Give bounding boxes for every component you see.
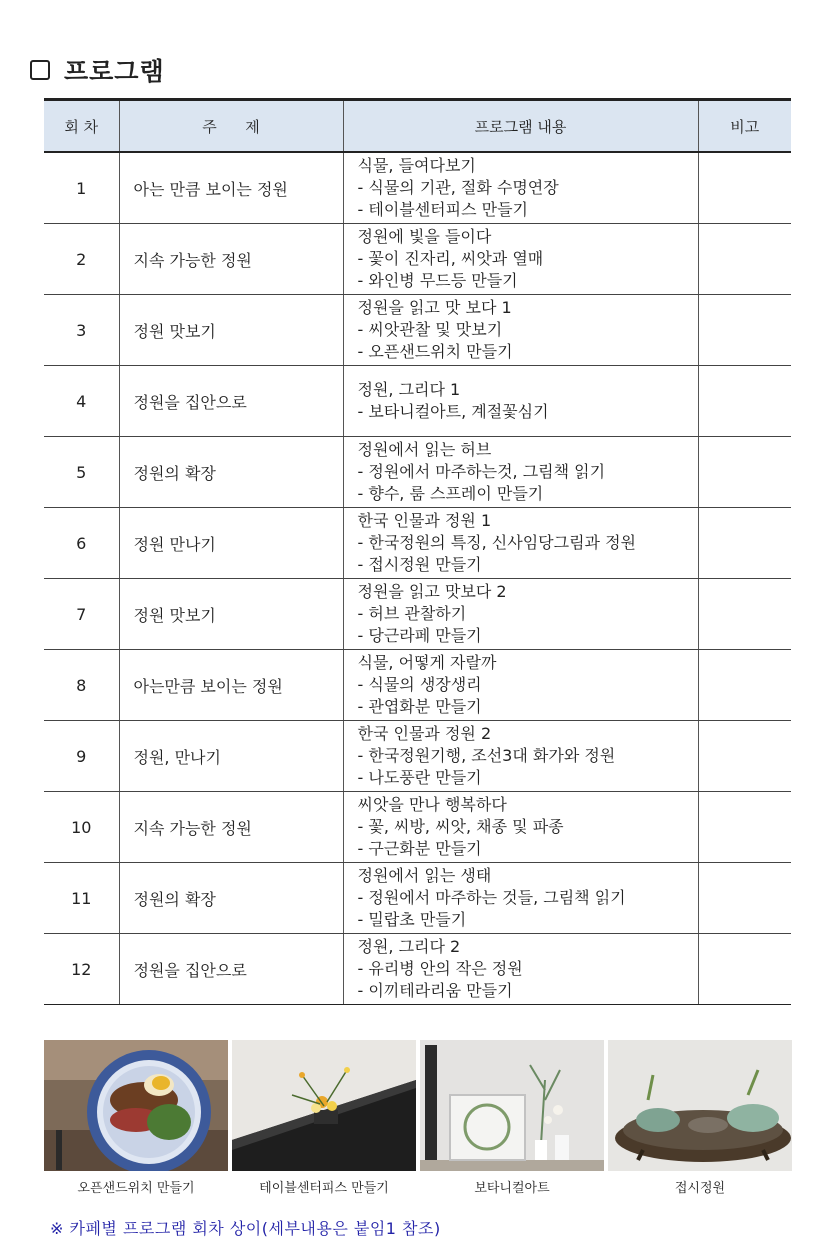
table-row	[44, 721, 791, 792]
photo-caption-4: 접시정원	[674, 1181, 726, 1196]
session-remarks	[698, 934, 791, 1005]
content-line: 정원을 읽고 맛보다 2	[357, 582, 507, 601]
session-remarks	[698, 650, 791, 721]
content-line: - 와인병 무드등 만들기	[357, 271, 518, 290]
session-content	[343, 152, 698, 224]
open-sandwich-photo	[44, 1040, 228, 1171]
session-number: 4	[44, 366, 119, 437]
session-number: 10	[44, 792, 119, 863]
session-number: 12	[44, 934, 119, 1005]
content-line: - 한국정원의 특징, 신사임당그림과 정원	[357, 533, 636, 552]
table-row	[44, 366, 791, 437]
content-line: - 관엽화분 만들기	[357, 697, 482, 716]
session-content	[343, 934, 698, 1005]
session-topic: 정원을 집안으로	[119, 366, 343, 437]
session-topic: 아는 만큼 보이는 정원	[119, 152, 343, 224]
photo-caption-1: 오픈샌드위치 만들기	[77, 1181, 195, 1196]
session-number: 6	[44, 508, 119, 579]
content-line: 정원에서 읽는 허브	[357, 440, 492, 459]
session-remarks	[698, 224, 791, 295]
content-line: - 향수, 룸 스프레이 만들기	[357, 484, 544, 503]
session-remarks	[698, 792, 791, 863]
table-row	[44, 650, 791, 721]
content-line: 정원, 그리다 2	[357, 937, 461, 956]
session-number: 11	[44, 863, 119, 934]
content-line: - 꽃이 진자리, 씨앗과 열매	[357, 249, 544, 268]
content-line: - 나도풍란 만들기	[357, 768, 482, 787]
content-line: 식물, 어떻게 자랄까	[357, 653, 497, 672]
session-topic: 정원을 집안으로	[119, 934, 343, 1005]
header-topic: 주 제	[119, 100, 343, 153]
table-row	[44, 152, 791, 224]
session-remarks	[698, 295, 791, 366]
content-line: - 정원에서 마주하는것, 그림책 읽기	[357, 462, 606, 481]
table-row	[44, 224, 791, 295]
session-content	[343, 437, 698, 508]
table-row	[44, 437, 791, 508]
content-line: 식물, 들여다보기	[357, 156, 476, 175]
table-header-row	[44, 100, 791, 153]
photo-caption-3: 보타니컬아트	[474, 1181, 550, 1196]
session-topic: 아는만큼 보이는 정원	[119, 650, 343, 721]
table-row	[44, 934, 791, 1005]
content-line: 한국 인물과 정원 1	[357, 511, 492, 530]
header-session: 회 차	[44, 100, 119, 153]
content-line: 한국 인물과 정원 2	[357, 724, 492, 743]
session-content	[343, 863, 698, 934]
content-line: 정원에 빛을 들이다	[357, 227, 492, 246]
content-line: - 이끼테라리움 만들기	[357, 981, 513, 1000]
table-row	[44, 792, 791, 863]
session-topic: 정원, 만나기	[119, 721, 343, 792]
session-number: 8	[44, 650, 119, 721]
content-line: - 식물의 생장생리	[357, 675, 482, 694]
session-number: 3	[44, 295, 119, 366]
dish-garden-photo	[608, 1040, 792, 1171]
photo-strip	[44, 1040, 791, 1172]
header-remarks: 비고	[698, 100, 791, 153]
table-centerpiece-photo	[232, 1040, 416, 1171]
content-line: - 밀랍초 만들기	[357, 910, 467, 929]
session-number: 5	[44, 437, 119, 508]
session-topic: 정원 맛보기	[119, 579, 343, 650]
session-topic: 정원의 확장	[119, 863, 343, 934]
session-remarks	[698, 508, 791, 579]
content-line: - 테이블센터피스 만들기	[357, 200, 529, 219]
content-line: - 보타니컬아트, 계절꽃심기	[357, 402, 549, 421]
photo-caption-2: 테이블센터피스 만들기	[259, 1181, 389, 1196]
table-row	[44, 295, 791, 366]
session-content	[343, 224, 698, 295]
botanical-art-photo	[420, 1040, 604, 1171]
session-topic: 지속 가능한 정원	[119, 792, 343, 863]
content-line: 정원에서 읽는 생태	[357, 866, 492, 885]
session-content	[343, 366, 698, 437]
table-row	[44, 579, 791, 650]
content-line: 씨앗을 만나 행복하다	[357, 795, 507, 814]
content-line: - 구근화분 만들기	[357, 839, 482, 858]
content-line: - 식물의 기관, 절화 수명연장	[357, 178, 559, 197]
content-line: - 허브 관찰하기	[357, 604, 467, 623]
session-topic: 지속 가능한 정원	[119, 224, 343, 295]
session-number: 7	[44, 579, 119, 650]
session-topic: 정원의 확장	[119, 437, 343, 508]
content-line: - 오픈샌드위치 만들기	[357, 342, 513, 361]
session-number: 9	[44, 721, 119, 792]
session-content	[343, 579, 698, 650]
session-number: 1	[44, 152, 119, 224]
content-line: 정원을 읽고 맛 보다 1	[357, 298, 512, 317]
content-line: - 접시정원 만들기	[357, 555, 482, 574]
table-row	[44, 508, 791, 579]
session-remarks	[698, 152, 791, 224]
header-content: 프로그램 내용	[343, 100, 698, 153]
session-content	[343, 721, 698, 792]
content-line: - 유리병 안의 작은 정원	[357, 959, 523, 978]
content-line: - 씨앗관찰 및 맛보기	[357, 320, 503, 339]
session-number: 2	[44, 224, 119, 295]
session-topic: 정원 맛보기	[119, 295, 343, 366]
section-title: 프로그램	[64, 57, 165, 86]
session-content	[343, 650, 698, 721]
section-header	[30, 52, 165, 88]
program-table	[44, 98, 791, 1005]
content-line: 정원, 그리다 1	[357, 380, 461, 399]
content-line: - 한국정원기행, 조선3대 화가와 정원	[357, 746, 616, 765]
session-remarks	[698, 366, 791, 437]
session-content	[343, 792, 698, 863]
content-line: - 꽃, 씨방, 씨앗, 채종 및 파종	[357, 817, 564, 836]
content-line: - 정원에서 마주하는 것들, 그림책 읽기	[357, 888, 626, 907]
table-row	[44, 863, 791, 934]
session-content	[343, 508, 698, 579]
session-remarks	[698, 437, 791, 508]
session-topic: 정원 만나기	[119, 508, 343, 579]
footnote: ※ 카페별 프로그램 회차 상이(세부내용은 붙임1 참조)	[50, 1219, 441, 1238]
session-remarks	[698, 579, 791, 650]
session-remarks	[698, 863, 791, 934]
session-content	[343, 295, 698, 366]
content-line: - 당근라페 만들기	[357, 626, 482, 645]
checkbox-icon	[30, 60, 50, 80]
session-remarks	[698, 721, 791, 792]
